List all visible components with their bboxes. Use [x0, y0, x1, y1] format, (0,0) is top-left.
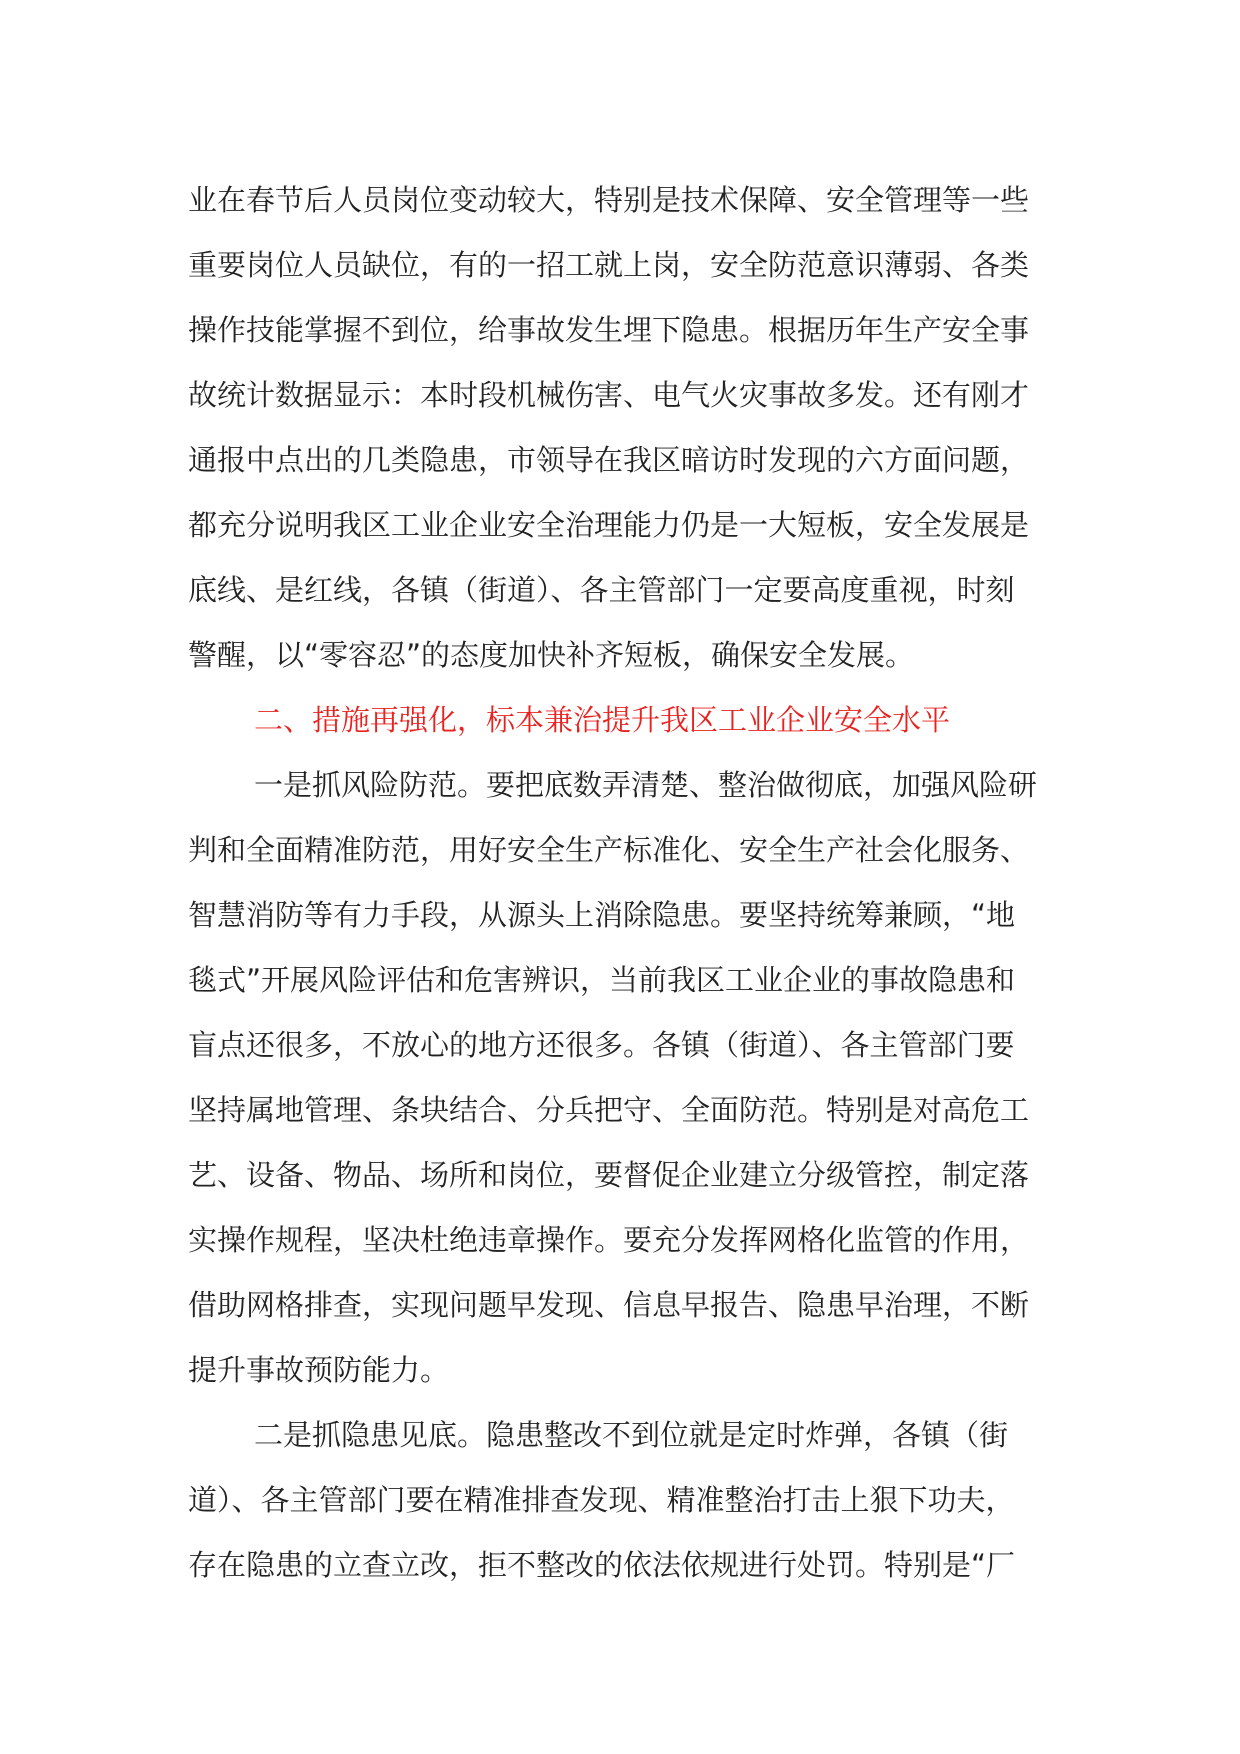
- text-line: 实操作规程，坚决杜绝违章操作。要充分发挥网格化监管的作用，: [188, 1223, 1030, 1257]
- paragraph-3: [188, 1403, 1056, 1598]
- text-line: 提升事故预防能力。: [188, 1353, 450, 1387]
- text-line: 借助网格排查，实现问题早发现、信息早报告、隐患早治理，不断: [188, 1288, 1030, 1322]
- text-line: 坚持属地管理、条块结合、分兵把守、全面防范。特别是对高危工: [188, 1093, 1030, 1127]
- text-line: 判和全面精准防范，用好安全生产标准化、安全生产社会化服务、: [188, 833, 1030, 867]
- text-line: 警醒，以“零容忍”的态度加快补齐短板，确保安全发展。: [188, 638, 915, 672]
- text-line: 盲点还很多，不放心的地方还很多。各镇（街道）、各主管部门要: [188, 1028, 1015, 1062]
- text-line: 二是抓隐患见底。隐患整改不到位就是定时炸弹，各镇（街: [254, 1418, 1009, 1452]
- text-line: 智慧消防等有力手段，从源头上消除隐患。要坚持统筹兼顾，“地: [188, 898, 1016, 932]
- paragraph-1: [188, 168, 1056, 688]
- text-line: 重要岗位人员缺位，有的一招工就上岗，安全防范意识薄弱、各类: [188, 248, 1030, 282]
- text-line: 一是抓风险防范。要把底数弄清楚、整治做彻底，加强风险研: [254, 768, 1038, 802]
- text-line: 底线、是红线，各镇（街道）、各主管部门一定要高度重视，时刻: [188, 573, 1015, 607]
- document-body: [188, 168, 1056, 1598]
- text-line: 通报中点出的几类隐患，市领导在我区暗访时发现的六方面问题，: [188, 443, 1030, 477]
- text-line: 艺、设备、物品、场所和岗位，要督促企业建立分级管控，制定落: [188, 1158, 1030, 1192]
- section-heading: 二、措施再强化，标本兼治提升我区工业企业安全水平: [254, 703, 951, 737]
- text-line: 故统计数据显示：本时段机械伤害、电气火灾事故多发。还有刚才: [188, 378, 1030, 412]
- text-line: 操作技能掌握不到位，给事故发生埋下隐患。根据历年生产安全事: [188, 313, 1030, 347]
- text-line: 道）、各主管部门要在精准排查发现、精准整治打击上狠下功夫，: [188, 1483, 1015, 1517]
- text-line: 都充分说明我区工业企业安全治理能力仍是一大短板，安全发展是: [188, 508, 1030, 542]
- text-line: 存在隐患的立查立改，拒不整改的依法依规进行处罚。特别是“厂: [188, 1548, 1016, 1582]
- paragraph-2: [188, 753, 1056, 1403]
- text-line: 业在春节后人员岗位变动较大，特别是技术保障、安全管理等一些: [188, 183, 1030, 217]
- text-line: 毯式”开展风险评估和危害辨识，当前我区工业企业的事故隐患和: [188, 963, 1016, 997]
